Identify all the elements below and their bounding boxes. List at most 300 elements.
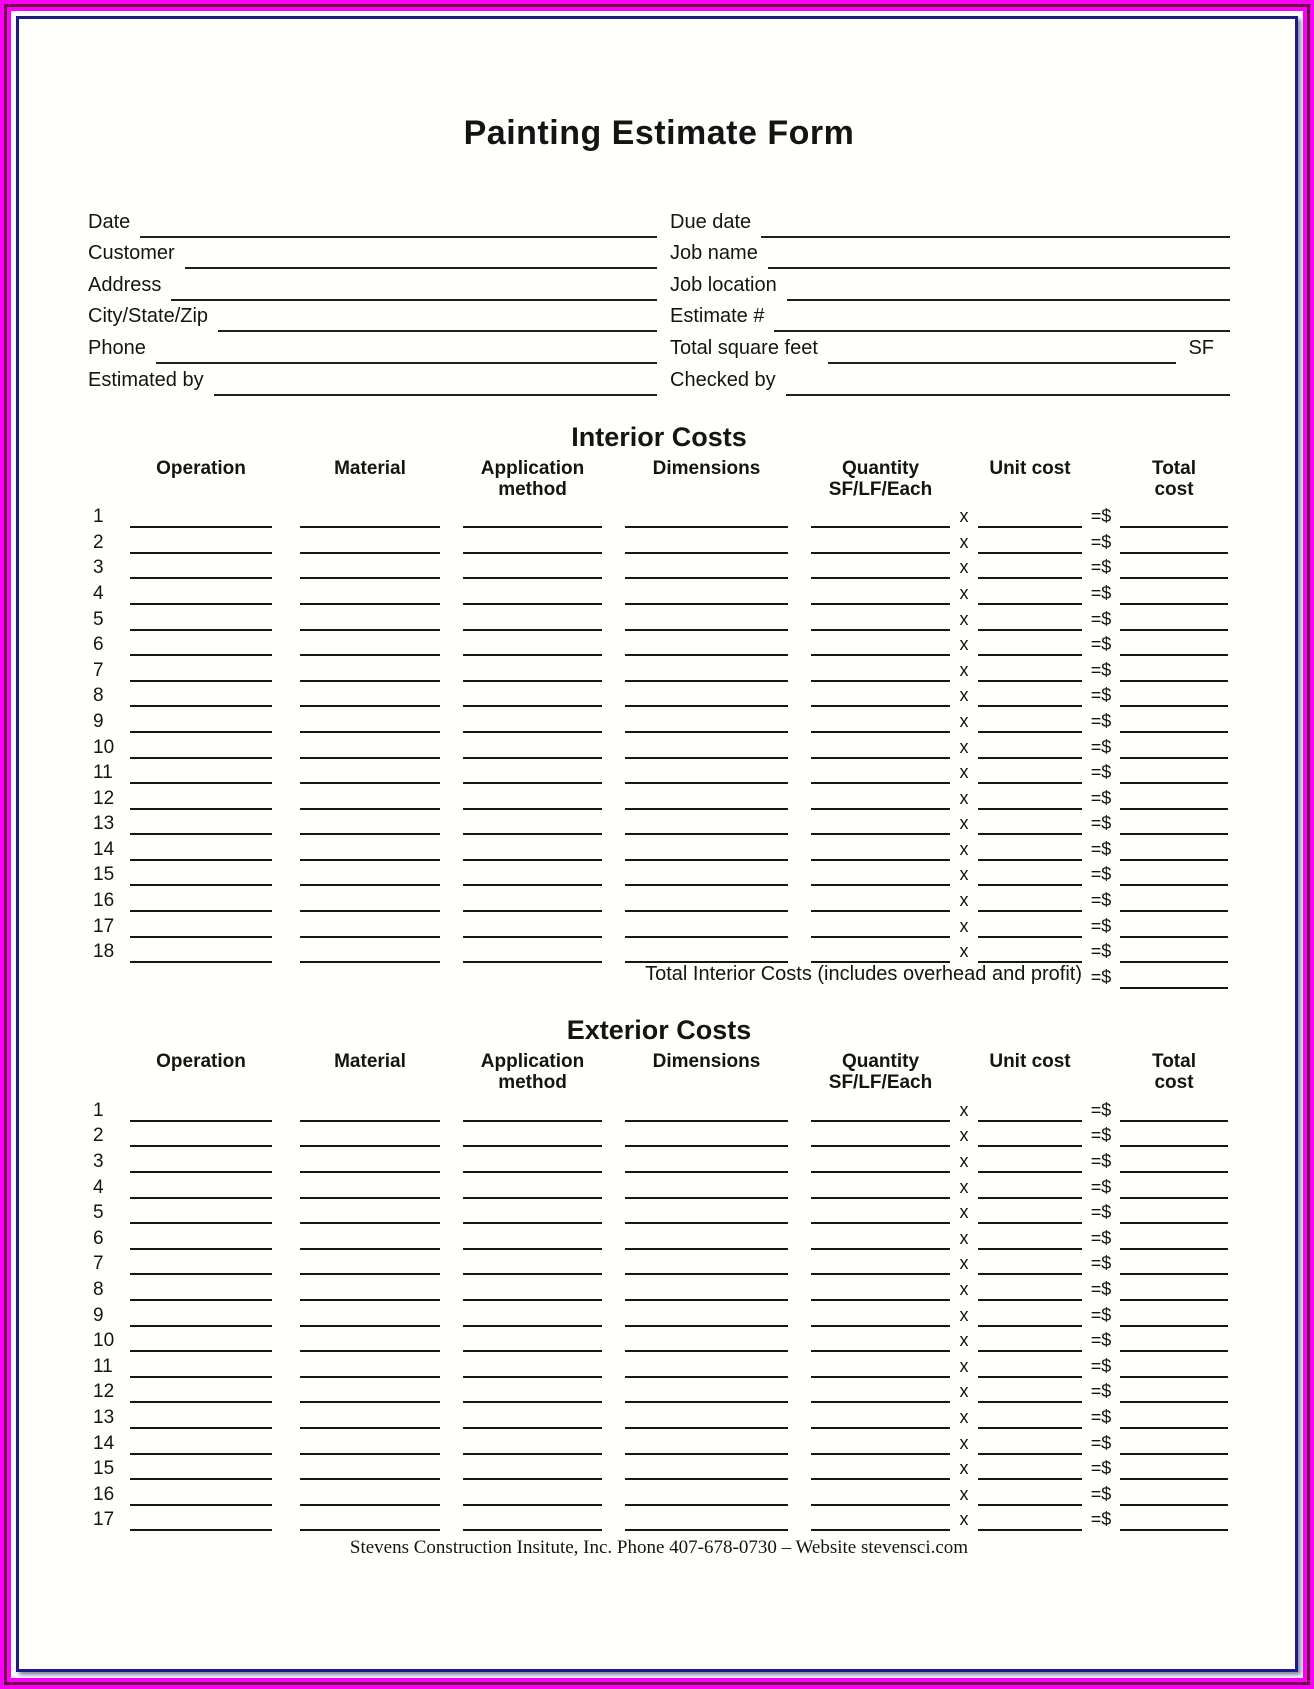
blank-line — [463, 779, 602, 784]
column-header-line1: Unit cost — [989, 1051, 1071, 1073]
blank-line — [625, 1117, 788, 1122]
blank-line — [300, 1501, 440, 1506]
blank-line — [130, 1501, 272, 1506]
column-header-line1: Operation — [156, 1051, 246, 1073]
row-number: 6 — [93, 634, 104, 656]
blank-line — [625, 779, 788, 784]
blank-line — [300, 933, 440, 938]
blank-line — [811, 779, 950, 784]
blank-line — [625, 881, 788, 886]
column-header-line1: Application — [480, 457, 585, 479]
blank-line — [130, 1373, 272, 1378]
blank-line — [214, 390, 657, 396]
blank-line — [300, 1475, 440, 1480]
blank-line — [463, 1398, 602, 1403]
blank-line — [130, 677, 272, 682]
equals-dollar-symbol: =$ — [1090, 1330, 1112, 1351]
blank-line — [978, 1142, 1082, 1147]
blank-line — [463, 1501, 602, 1506]
blank-line — [811, 1245, 950, 1250]
blank-line — [463, 1322, 602, 1327]
multiply-symbol: x — [959, 813, 969, 834]
blank-line — [978, 1219, 1082, 1224]
blank-line — [130, 907, 272, 912]
blank-line — [300, 1194, 440, 1199]
multiply-symbol: x — [959, 787, 969, 808]
row-number: 8 — [93, 685, 104, 707]
blank-line — [463, 728, 602, 733]
equals-dollar-symbol: =$ — [1090, 915, 1112, 936]
column-header — [625, 1051, 788, 1075]
blank-line — [300, 1398, 440, 1403]
blank-line — [463, 549, 602, 554]
estimate-row — [88, 1224, 1230, 1250]
equals-dollar-symbol: =$ — [1090, 1406, 1112, 1427]
form-field — [670, 301, 1230, 333]
field-unit-suffix: SF — [1188, 336, 1214, 359]
blank-line — [1120, 1501, 1228, 1506]
blank-line — [463, 1424, 602, 1429]
blank-line — [463, 702, 602, 707]
equals-dollar-symbol: =$ — [1090, 531, 1112, 552]
estimate-row — [88, 835, 1230, 861]
form-content — [19, 112, 1295, 1559]
blank-line — [463, 1526, 602, 1531]
blank-line — [978, 651, 1082, 656]
blank-line — [1120, 1219, 1228, 1224]
blank-line — [811, 1501, 950, 1506]
blank-line — [463, 754, 602, 759]
row-number: 11 — [93, 762, 113, 784]
column-header-line1: Application — [480, 1051, 585, 1073]
estimate-row — [88, 938, 1230, 964]
estimate-row — [88, 784, 1230, 810]
blank-line — [811, 856, 950, 861]
column-header-line1: Total — [1152, 1051, 1196, 1073]
row-number: 9 — [93, 710, 104, 732]
equals-dollar-symbol: =$ — [1090, 1151, 1112, 1172]
row-number: 7 — [93, 659, 104, 681]
blank-line — [130, 1168, 272, 1173]
field-label: Due date — [670, 210, 752, 233]
row-number: 15 — [93, 1458, 115, 1480]
blank-line — [300, 1347, 440, 1352]
multiply-symbol: x — [959, 890, 969, 911]
estimate-row — [88, 528, 1230, 554]
row-number: 12 — [93, 787, 115, 809]
blank-line — [811, 933, 950, 938]
blank-line — [1120, 1168, 1228, 1173]
blank-line — [978, 574, 1082, 579]
blank-line — [625, 1501, 788, 1506]
cost-sections — [88, 420, 1230, 1532]
estimate-row — [88, 631, 1230, 657]
blank-line — [463, 1245, 602, 1250]
field-label: Estimated by — [88, 368, 204, 391]
multiply-symbol: x — [959, 608, 969, 629]
form-field — [670, 269, 1230, 301]
blank-line — [463, 805, 602, 810]
blank-line — [130, 1475, 272, 1480]
blank-line — [811, 523, 950, 528]
column-header — [300, 1051, 440, 1075]
blank-line — [130, 1142, 272, 1147]
blank-line — [978, 779, 1082, 784]
blank-line — [625, 600, 788, 605]
multiply-symbol: x — [959, 531, 969, 552]
blank-line — [625, 907, 788, 912]
blank-line — [811, 805, 950, 810]
blank-line — [130, 651, 272, 656]
blank-line — [463, 1142, 602, 1147]
blank-line — [300, 1117, 440, 1122]
row-number: 7 — [93, 1253, 104, 1275]
equals-dollar-symbol: =$ — [1090, 582, 1112, 603]
field-label: Total square feet — [670, 336, 818, 359]
blank-line — [300, 1322, 440, 1327]
blank-line — [1120, 600, 1228, 605]
column-header — [463, 1051, 602, 1096]
blank-line — [786, 390, 1230, 396]
blank-line — [978, 677, 1082, 682]
form-field — [88, 206, 657, 238]
blank-line — [978, 728, 1082, 733]
blank-line — [978, 1168, 1082, 1173]
equals-dollar-symbol: =$ — [1090, 864, 1112, 885]
blank-line — [625, 549, 788, 554]
blank-line — [625, 1450, 788, 1455]
multiply-symbol: x — [959, 506, 969, 527]
blank-line — [811, 600, 950, 605]
estimate-row — [88, 605, 1230, 631]
equals-dollar-symbol: =$ — [1090, 1483, 1112, 1504]
multiply-symbol: x — [959, 1509, 969, 1530]
blank-line — [978, 1526, 1082, 1531]
column-header-line2: SF/LF/Each — [828, 1072, 933, 1094]
equals-dollar-symbol: =$ — [1090, 1355, 1112, 1376]
row-number: 14 — [93, 1432, 115, 1454]
blank-line — [463, 677, 602, 682]
blank-line — [463, 1194, 602, 1199]
blank-line — [300, 856, 440, 861]
equals-spacer — [1082, 1051, 1120, 1052]
field-label: Estimate # — [670, 305, 765, 328]
blank-line — [625, 933, 788, 938]
row-number: 18 — [93, 941, 115, 963]
column-header-line2: method — [498, 478, 567, 500]
blank-line — [463, 523, 602, 528]
field-label: Date — [88, 210, 131, 233]
row-number: 16 — [93, 890, 115, 912]
blank-line — [130, 1270, 272, 1275]
blank-line — [463, 626, 602, 631]
blank-line — [185, 263, 657, 269]
blank-line — [811, 1526, 950, 1531]
blank-line — [300, 651, 440, 656]
column-header-row — [88, 1051, 1230, 1096]
equals-dollar-symbol: =$ — [1090, 710, 1112, 731]
blank-line — [1120, 651, 1228, 656]
blank-line — [1120, 856, 1228, 861]
blank-line — [978, 754, 1082, 759]
blank-line — [300, 779, 440, 784]
column-header-line1: Material — [334, 1051, 406, 1073]
blank-line — [1120, 1142, 1228, 1147]
section-total-label: Total Interior Costs (includes overhead and profit) — [645, 963, 1082, 986]
blank-line — [811, 626, 950, 631]
blank-line — [300, 728, 440, 733]
blank-line — [1120, 1245, 1228, 1250]
blank-line — [300, 1245, 440, 1250]
equals-dollar-symbol: =$ — [1090, 1381, 1112, 1402]
blank-line — [130, 702, 272, 707]
column-header — [625, 458, 788, 482]
blank-line — [978, 1245, 1082, 1250]
blank-line — [130, 574, 272, 579]
equals-dollar-symbol: =$ — [1090, 890, 1112, 911]
equals-dollar-symbol: =$ — [1090, 685, 1112, 706]
blank-line — [463, 1219, 602, 1224]
blank-line — [811, 1424, 950, 1429]
blank-line — [130, 779, 272, 784]
blank-line — [625, 677, 788, 682]
row-number: 13 — [93, 1406, 115, 1428]
header-fields-right-column — [670, 206, 1230, 396]
page-title: Painting Estimate Form — [463, 114, 855, 152]
field-label: Phone — [88, 336, 146, 359]
blank-line — [463, 1296, 602, 1301]
blank-line — [463, 1168, 602, 1173]
blank-line — [130, 1219, 272, 1224]
column-header-line1: Dimensions — [652, 1051, 761, 1073]
blank-line — [130, 600, 272, 605]
estimate-row — [88, 912, 1230, 938]
blank-line — [1120, 754, 1228, 759]
column-header-line2: SF/LF/Each — [828, 478, 933, 500]
blank-line — [828, 358, 1177, 364]
blank-line — [978, 1347, 1082, 1352]
column-header-line1: Total — [1152, 457, 1196, 479]
blank-line — [1120, 1526, 1228, 1531]
multiply-symbol: x — [959, 1279, 969, 1299]
blank-line — [811, 1142, 950, 1147]
row-number: 14 — [93, 838, 115, 860]
blank-line — [1120, 1117, 1228, 1122]
equals-dollar-symbol: =$ — [1090, 506, 1112, 527]
blank-line — [625, 1194, 788, 1199]
column-header — [130, 458, 272, 482]
estimate-row — [88, 1352, 1230, 1378]
equals-dollar-symbol: =$ — [1090, 1458, 1112, 1479]
multiply-symbol: x — [959, 1227, 969, 1248]
blank-line — [140, 232, 657, 238]
column-header — [978, 458, 1082, 482]
section-title: Interior Costs — [571, 421, 747, 452]
blank-line — [978, 1270, 1082, 1275]
blank-line — [300, 1450, 440, 1455]
column-header-line1: Material — [334, 457, 406, 479]
row-number: 4 — [93, 582, 104, 604]
blank-line — [463, 830, 602, 835]
blank-line — [625, 728, 788, 733]
form-field — [88, 301, 657, 333]
blank-line — [130, 728, 272, 733]
estimate-row — [88, 1506, 1230, 1532]
estimate-row — [88, 1378, 1230, 1404]
field-label: Customer — [88, 242, 175, 265]
equals-dollar-symbol: =$ — [1090, 941, 1112, 962]
blank-line — [300, 549, 440, 554]
blank-line — [156, 358, 657, 364]
blank-line — [130, 1526, 272, 1531]
blank-line — [625, 1219, 788, 1224]
blank-line — [130, 1424, 272, 1429]
blank-line — [625, 830, 788, 835]
field-label: City/State/Zip — [88, 305, 209, 328]
blank-line — [463, 1373, 602, 1378]
multiply-symbol: x — [959, 1099, 969, 1120]
row-number: 10 — [93, 1330, 115, 1352]
form-field — [88, 364, 657, 396]
estimate-row — [88, 1096, 1230, 1122]
blank-line — [811, 907, 950, 912]
column-header — [1120, 1051, 1228, 1096]
multiply-symbol: x — [959, 864, 969, 885]
blank-line — [978, 830, 1082, 835]
section-interior-costs — [88, 420, 1230, 990]
blank-line — [811, 1475, 950, 1480]
blank-line — [978, 1373, 1082, 1378]
blank-line — [1120, 1424, 1228, 1429]
blank-line — [625, 1270, 788, 1275]
equals-dollar-symbol: =$ — [1090, 838, 1112, 859]
row-number: 13 — [93, 813, 115, 835]
multiply-symbol: x — [959, 557, 969, 578]
field-label: Job location — [670, 273, 777, 296]
blank-line — [130, 805, 272, 810]
multiply-symbol: x — [959, 582, 969, 603]
multiply-symbol: x — [959, 1253, 969, 1274]
equals-dollar-symbol: =$ — [1090, 1509, 1112, 1530]
footer-text: Stevens Construction Insitute, Inc. Phone 407-678-0730 – Website stevensci.com — [349, 1537, 969, 1559]
equals-dollar-symbol: =$ — [1090, 634, 1112, 655]
blank-line — [130, 856, 272, 861]
blank-line — [625, 651, 788, 656]
blank-line — [130, 1117, 272, 1122]
blank-line — [811, 1194, 950, 1199]
estimate-row — [88, 733, 1230, 759]
column-header-line1: Operation — [156, 457, 246, 479]
equals-dollar-symbol: =$ — [1090, 608, 1112, 629]
blank-line — [300, 677, 440, 682]
estimate-row — [88, 1275, 1230, 1301]
column-header-line2: cost — [1154, 1072, 1194, 1094]
form-field — [670, 206, 1230, 238]
blank-line — [300, 1142, 440, 1147]
blank-line — [463, 1475, 602, 1480]
column-header — [811, 458, 950, 503]
blank-line — [463, 1117, 602, 1122]
blank-line — [1120, 1475, 1228, 1480]
blank-line — [463, 574, 602, 579]
form-field — [88, 238, 657, 270]
multiply-symbol: x — [959, 659, 969, 680]
estimate-row — [88, 1173, 1230, 1199]
estimate-row — [88, 759, 1230, 785]
equals-dollar-symbol: =$ — [1090, 1432, 1112, 1453]
blank-line — [1120, 1322, 1228, 1327]
blank-line — [130, 933, 272, 938]
blank-line — [300, 702, 440, 707]
multiply-symbol: x — [959, 1151, 969, 1172]
blank-line — [300, 600, 440, 605]
field-label: Address — [88, 273, 162, 296]
blank-line — [761, 232, 1230, 238]
blank-line — [625, 754, 788, 759]
multiply-symbol: x — [959, 941, 969, 962]
blank-line — [463, 856, 602, 861]
blank-line — [625, 702, 788, 707]
estimate-row — [88, 503, 1230, 529]
blank-line — [978, 856, 1082, 861]
blank-line — [130, 1296, 272, 1301]
blank-line — [978, 1501, 1082, 1506]
field-label: Job name — [670, 242, 758, 265]
row-number: 1 — [93, 1099, 104, 1121]
row-number: 15 — [93, 864, 115, 886]
column-header — [463, 458, 602, 503]
row-number: 5 — [93, 1202, 104, 1224]
blank-line — [1120, 574, 1228, 579]
blank-line — [130, 626, 272, 631]
column-header — [130, 1051, 272, 1075]
blank-line — [625, 1398, 788, 1403]
blank-line — [811, 1347, 950, 1352]
blank-line — [811, 549, 950, 554]
blank-line — [978, 1117, 1082, 1122]
blank-line — [811, 1219, 950, 1224]
multiply-symbol: x — [959, 1381, 969, 1402]
column-header — [300, 458, 440, 482]
blank-line — [1120, 1398, 1228, 1403]
blank-line — [774, 326, 1230, 332]
multiply-symbol: x — [959, 838, 969, 859]
blank-line — [625, 1168, 788, 1173]
blank-line — [978, 1450, 1082, 1455]
blank-line — [300, 1424, 440, 1429]
blank-line — [300, 1219, 440, 1224]
multiply-symbol: x — [959, 1176, 969, 1197]
field-label: Checked by — [670, 368, 776, 391]
blank-line — [463, 933, 602, 938]
row-number: 3 — [93, 557, 104, 579]
blank-line — [978, 805, 1082, 810]
form-field — [670, 332, 1230, 364]
section-exterior-costs — [88, 1013, 1230, 1531]
blank-line — [130, 1398, 272, 1403]
column-header-line2: method — [498, 1072, 567, 1094]
estimate-row — [88, 1403, 1230, 1429]
blank-line — [300, 907, 440, 912]
blank-line — [1120, 984, 1228, 989]
blank-line — [130, 754, 272, 759]
blank-line — [1120, 830, 1228, 835]
blank-line — [300, 1373, 440, 1378]
blank-line — [811, 1270, 950, 1275]
blank-line — [300, 574, 440, 579]
blank-line — [978, 1398, 1082, 1403]
blank-line — [811, 651, 950, 656]
